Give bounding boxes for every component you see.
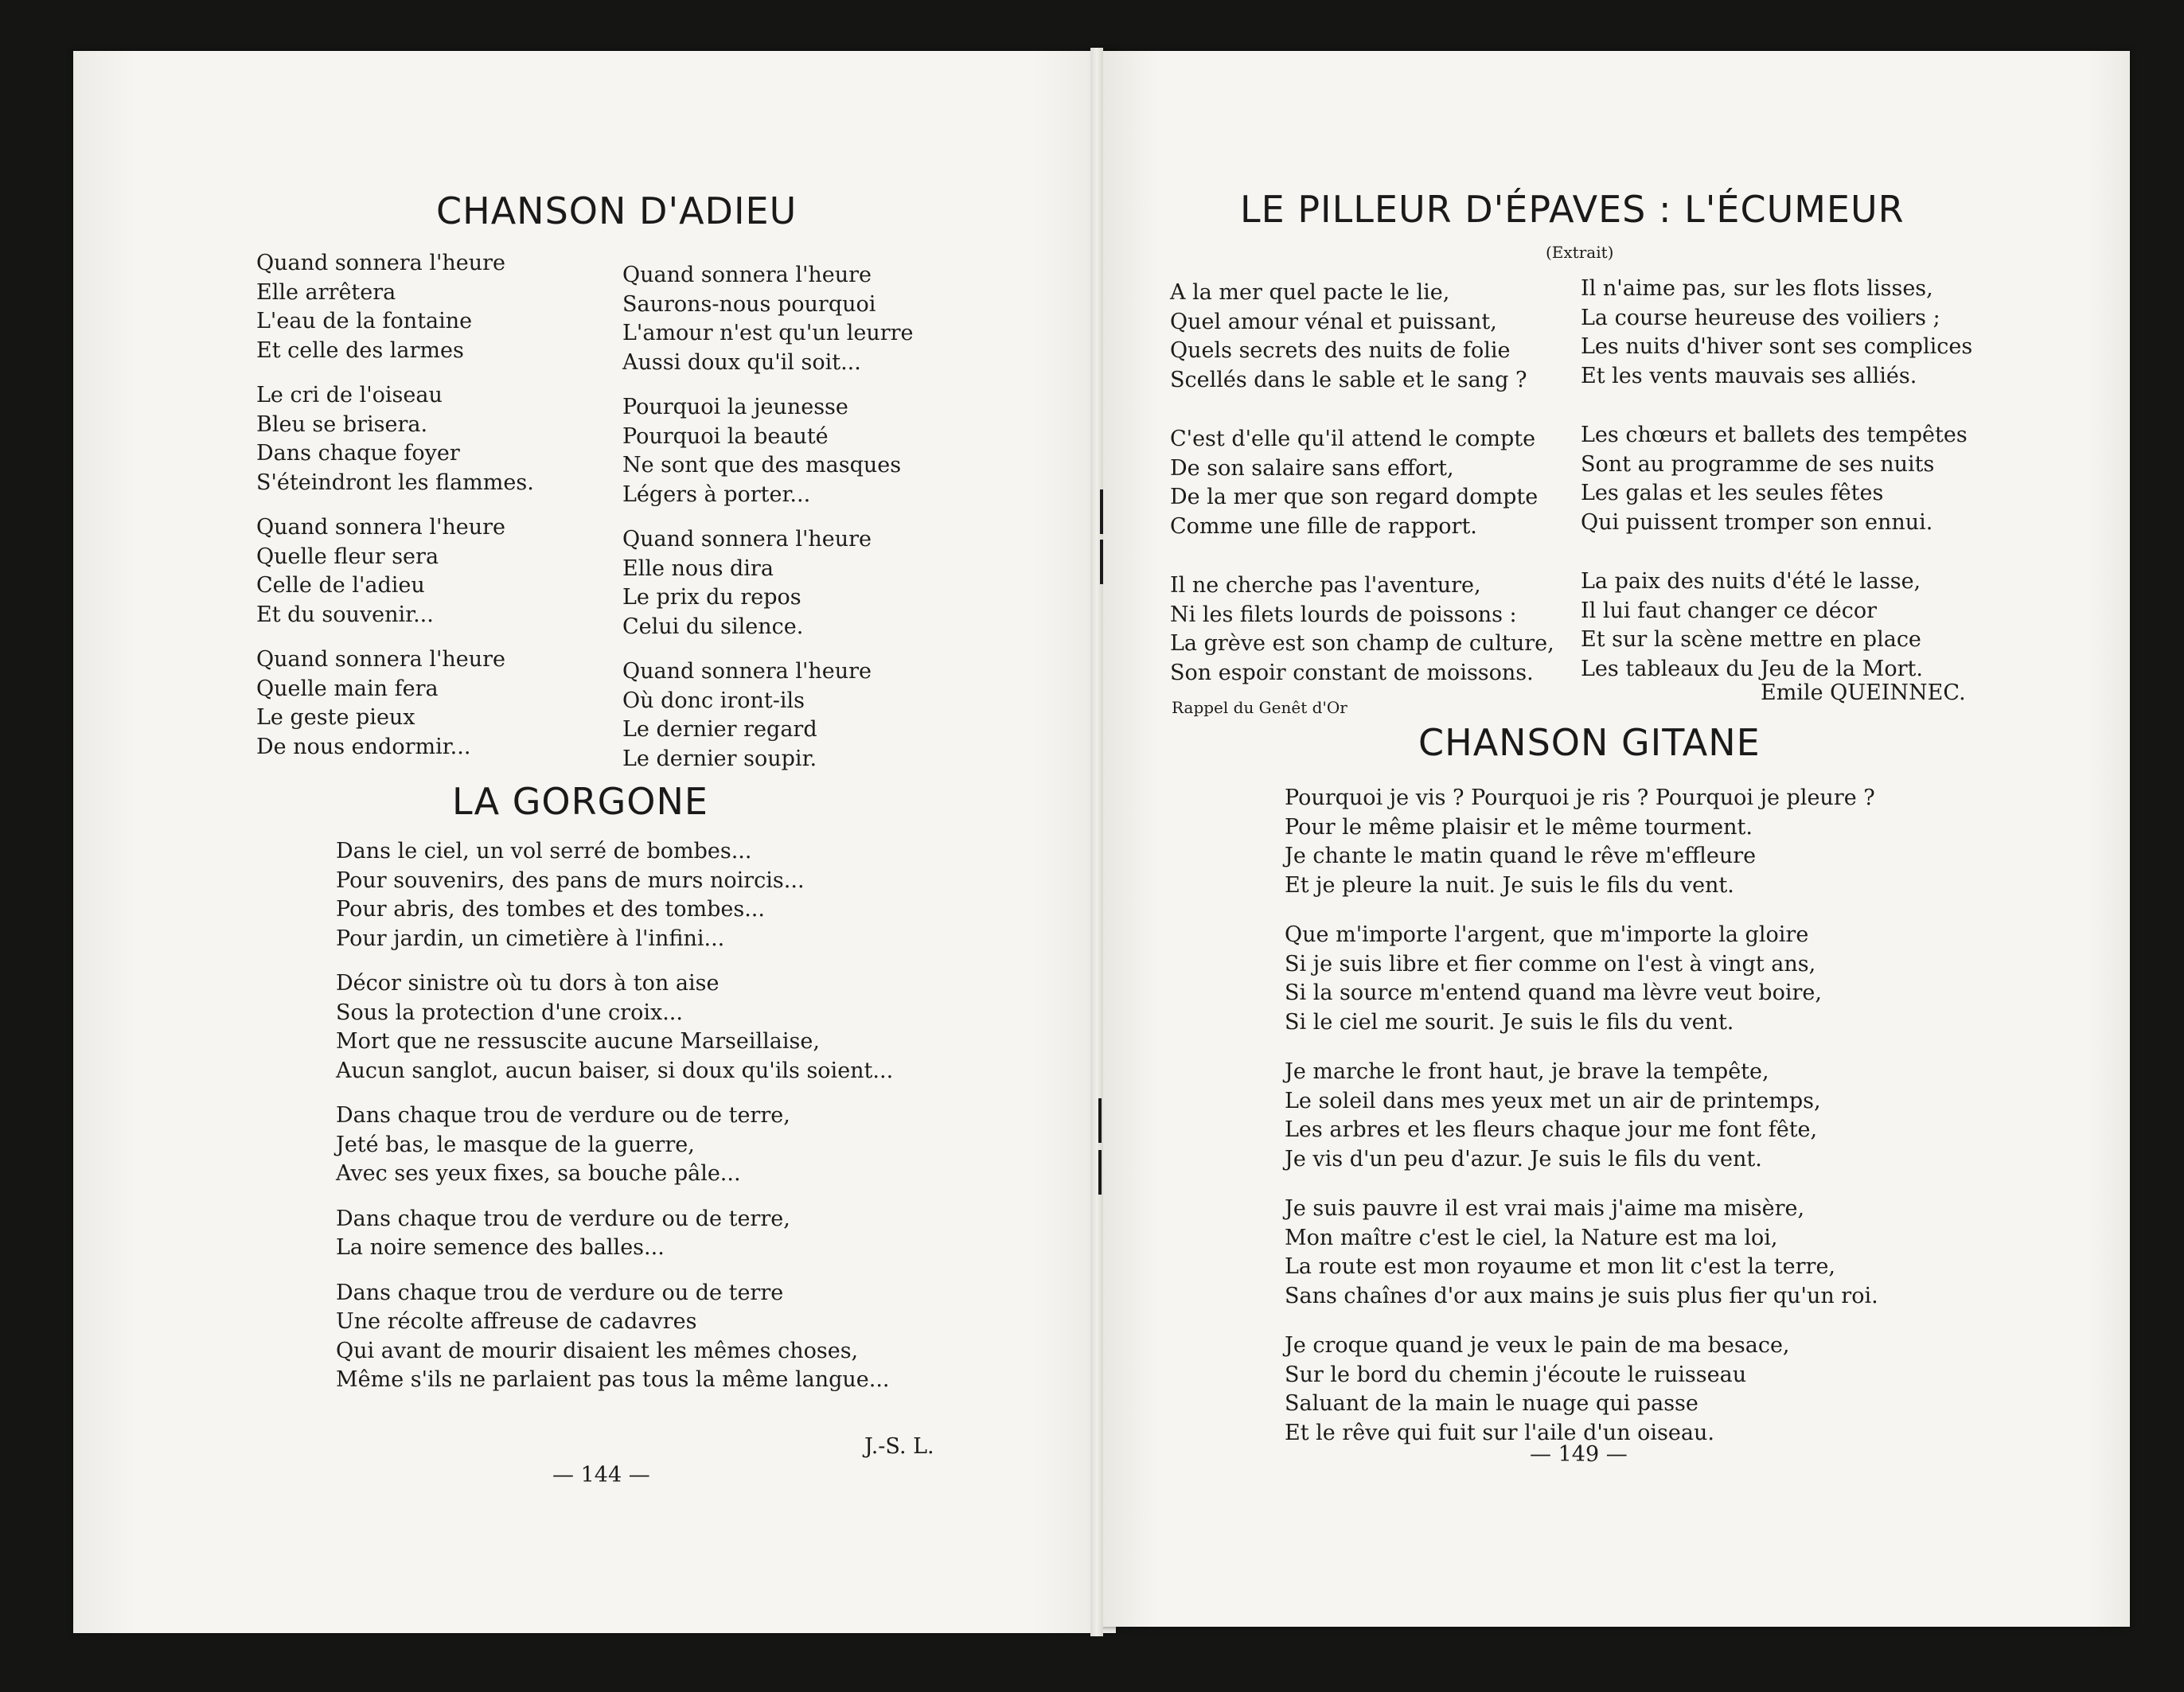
stanza: [256, 513, 534, 630]
staple-mark: [1098, 1098, 1102, 1143]
stanza: [336, 1205, 893, 1263]
verse-line: Sans chaînes d'or aux mains je suis plus fier qu'un roi.: [1285, 1283, 1878, 1308]
verse-line: Mon maître c'est le ciel, la Nature est ma loi,: [1285, 1225, 1778, 1250]
verse-line: Décor sinistre où tu dors à ton aise: [336, 971, 720, 996]
chanson-adieu-col2: [622, 261, 914, 789]
verse-line: Saurons-nous pourquoi: [622, 291, 876, 317]
book-gutter: [1090, 48, 1103, 1636]
verse-line: Pourquoi la jeunesse: [622, 395, 848, 419]
verse-line: Les arbres et les fleurs chaque jour me font fête,: [1285, 1117, 1818, 1142]
stanza: [1170, 279, 1554, 395]
verse-line: Saluant de la main le nuage qui passe: [1285, 1391, 1698, 1416]
verse-line: La paix des nuits d'été le lasse,: [1581, 569, 1921, 594]
verse-line: Il n'aime pas, sur les flots lisses,: [1581, 276, 1933, 301]
verse-line: Si le ciel me sourit. Je suis le fils du vent.: [1285, 1009, 1734, 1035]
verse-line: Quel amour vénal et puissant,: [1170, 309, 1497, 334]
pilleur-col1: [1170, 279, 1554, 718]
verse-line: De la mer que son regard dompte: [1170, 485, 1539, 509]
verse-line: Sur le bord du chemin j'écoute le ruisseau: [1285, 1362, 1747, 1387]
verse-line: Pour le même plaisir et le même tourment.: [1285, 814, 1753, 840]
stanza: [1170, 571, 1554, 688]
stanza: [336, 1101, 893, 1189]
stanza: [336, 969, 893, 1086]
stanza: [622, 393, 914, 509]
verse-line: Le dernier regard: [622, 717, 817, 742]
verse-line: Aussi doux qu'il soit...: [622, 349, 861, 375]
verse-line: Je chante le matin quand le rêve m'effleure: [1285, 844, 1757, 868]
stanza: [256, 645, 534, 762]
pilleur-title: LE PILLEUR D'ÉPAVES : L'ÉCUMEUR: [1240, 188, 1905, 231]
verse-line: A la mer quel pacte le lie,: [1170, 280, 1450, 305]
stanza: [1285, 1058, 1878, 1174]
verse-line: Il lui faut changer ce décor: [1581, 598, 1878, 623]
verse-line: Quand sonnera l'heure: [256, 647, 506, 672]
verse-line: S'éteindront les flammes.: [256, 470, 534, 495]
verse-line: Je croque quand je veux le pain de ma besace,: [1285, 1333, 1790, 1358]
verse-line: Quelle fleur sera: [256, 544, 439, 569]
verse-line: Et le rêve qui fuit sur l'aile d'un oiseau.: [1285, 1420, 1714, 1445]
chanson-gitane-poem: [1285, 784, 1878, 1468]
verse-line: Et du souvenir...: [256, 602, 434, 627]
verse-line: Légers à porter...: [622, 481, 811, 507]
verse-line: Ni les filets lourds de poissons :: [1170, 602, 1517, 627]
verse-line: Dans chaque trou de verdure ou de terre,: [336, 1103, 790, 1128]
verse-line: Dans chaque foyer: [256, 441, 460, 466]
verse-line: Dans le ciel, un vol serré de bombes...: [336, 839, 752, 864]
chanson-adieu-col1: [256, 249, 534, 778]
verse-line: Qui avant de mourir disaient les mêmes choses,: [336, 1338, 859, 1363]
verse-line: C'est d'elle qu'il attend le compte: [1170, 427, 1536, 451]
verse-line: Celle de l'adieu: [256, 573, 425, 598]
verse-line: Mort que ne ressuscite aucune Marseillaise,: [336, 1029, 820, 1054]
verse-line: Qui puissent tromper son ennui.: [1581, 509, 1933, 535]
stanza: [1170, 425, 1554, 541]
verse-line: Une récolte affreuse de cadavres: [336, 1309, 697, 1334]
pilleur-author: Emile QUEINNEC.: [1761, 680, 1966, 705]
chanson-gitane-title: CHANSON GITANE: [1418, 721, 1761, 764]
la-gorgone-poem: [336, 837, 893, 1411]
verse-line: Les tableaux du Jeu de la Mort.: [1581, 656, 1923, 681]
verse-line: Même s'ils ne parlaient pas tous la même langue...: [336, 1367, 890, 1392]
verse-line: De son salaire sans effort,: [1170, 455, 1454, 481]
verse-line: La grève est son champ de culture,: [1170, 631, 1554, 656]
chanson-adieu-title: CHANSON D'ADIEU: [436, 189, 798, 232]
verse-line: Que m'importe l'argent, que m'importe la gloire: [1285, 922, 1809, 947]
pilleur-source: Rappel du Genêt d'Or: [1172, 698, 1347, 717]
verse-line: L'eau de la fontaine: [256, 309, 473, 333]
verse-line: Quand sonnera l'heure: [256, 515, 506, 540]
verse-line: Où donc iront-ils: [622, 688, 805, 713]
verse-line: Je marche le front haut, je brave la tempête,: [1285, 1059, 1769, 1084]
verse-line: Pour souvenirs, des pans de murs noircis...: [336, 867, 805, 893]
stanza: [1285, 1195, 1878, 1311]
verse-line: Sont au programme de ses nuits: [1581, 451, 1935, 477]
verse-line: Quelle main fera: [256, 676, 439, 701]
verse-line: Et les vents mauvais ses alliés.: [1581, 363, 1917, 388]
pilleur-col2: [1581, 275, 1972, 714]
la-gorgone-title: LA GORGONE: [452, 780, 708, 823]
verse-line: La noire semence des balles...: [336, 1235, 665, 1260]
stanza: [256, 249, 534, 365]
verse-line: Elle arrêtera: [256, 279, 396, 305]
verse-line: Son espoir constant de moissons.: [1170, 660, 1534, 685]
verse-line: Si je suis libre et fier comme on l'est à vingt ans,: [1285, 951, 1816, 977]
staple-mark: [1100, 489, 1103, 534]
verse-line: Comme une fille de rapport.: [1170, 513, 1477, 539]
verse-line: Le soleil dans mes yeux met un air de printemps,: [1285, 1088, 1821, 1113]
verse-line: Il ne cherche pas l'aventure,: [1170, 573, 1481, 598]
verse-line: Pourquoi je vis ? Pourquoi je ris ? Pourquoi je pleure ?: [1285, 786, 1875, 810]
stanza: [1285, 784, 1878, 900]
verse-line: La course heureuse des voiliers ;: [1581, 305, 1940, 330]
verse-line: Avec ses yeux fixes, sa bouche pâle...: [336, 1161, 741, 1186]
verse-line: Le geste pieux: [256, 705, 415, 730]
verse-line: Le dernier soupir.: [622, 746, 817, 771]
stanza: [622, 525, 914, 641]
verse-line: Celui du silence.: [622, 614, 804, 639]
gorgone-signature: J.-S. L.: [864, 1434, 934, 1459]
verse-line: Pour abris, des tombes et des tombes...: [336, 897, 765, 922]
stanza: [622, 261, 914, 377]
stanza: [336, 837, 893, 953]
verse-line: L'amour n'est qu'un leurre: [622, 321, 914, 345]
stanza: [1285, 1331, 1878, 1448]
verse-line: Dans chaque trou de verdure ou de terre,: [336, 1206, 790, 1231]
verse-line: Dans chaque trou de verdure ou de terre: [336, 1280, 784, 1305]
verse-line: La route est mon royaume et mon lit c'est la terre,: [1285, 1254, 1836, 1279]
stanza: [1285, 921, 1878, 1037]
verse-line: Je suis pauvre il est vrai mais j'aime ma misère,: [1285, 1196, 1805, 1221]
verse-line: Pour jardin, un cimetière à l'infini...: [336, 926, 725, 951]
verse-line: Quand sonnera l'heure: [622, 263, 872, 287]
verse-line: Les nuits d'hiver sont ses complices: [1581, 334, 1973, 359]
page-number-left: — 144 —: [552, 1463, 650, 1487]
verse-line: Ne sont que des masques: [622, 453, 902, 478]
verse-line: Quand sonnera l'heure: [256, 251, 506, 275]
verse-line: Le prix du repos: [622, 585, 801, 610]
stanza: [336, 1279, 893, 1395]
staple-mark: [1098, 1150, 1102, 1195]
stanza: [1581, 275, 1972, 391]
stanza: [1581, 567, 1972, 684]
verse-line: Bleu se brisera.: [256, 411, 428, 437]
verse-line: Quand sonnera l'heure: [622, 527, 872, 552]
verse-line: Et celle des larmes: [256, 337, 464, 363]
verse-line: Les galas et les seules fêtes: [1581, 481, 1884, 505]
page-number-right: — 149 —: [1530, 1442, 1628, 1467]
stanza: [1581, 421, 1972, 537]
verse-line: Jeté bas, le masque de la guerre,: [336, 1132, 695, 1157]
verse-line: Pourquoi la beauté: [622, 423, 829, 449]
pilleur-subtitle: (Extrait): [1546, 243, 1614, 262]
verse-line: Le cri de l'oiseau: [256, 383, 443, 407]
stanza: [622, 657, 914, 774]
verse-line: Les chœurs et ballets des tempêtes: [1581, 423, 1968, 447]
verse-line: Scellés dans le sable et le sang ?: [1170, 367, 1527, 392]
verse-line: Et je pleure la nuit. Je suis le fils du vent.: [1285, 872, 1734, 898]
verse-line: Quand sonnera l'heure: [622, 659, 872, 684]
verse-line: Je vis d'un peu d'azur. Je suis le fils du vent.: [1285, 1146, 1762, 1172]
staple-mark: [1100, 540, 1103, 584]
verse-line: Elle nous dira: [622, 556, 774, 581]
verse-line: Et sur la scène mettre en place: [1581, 627, 1921, 652]
verse-line: Si la source m'entend quand ma lèvre veut boire,: [1285, 981, 1822, 1005]
stanza: [256, 381, 534, 497]
verse-line: Sous la protection d'une croix...: [336, 1000, 683, 1025]
verse-line: De nous endormir...: [256, 734, 471, 759]
verse-line: Quels secrets des nuits de folie: [1170, 338, 1511, 363]
verse-line: Aucun sanglot, aucun baiser, si doux qu'ils soient...: [336, 1058, 894, 1083]
